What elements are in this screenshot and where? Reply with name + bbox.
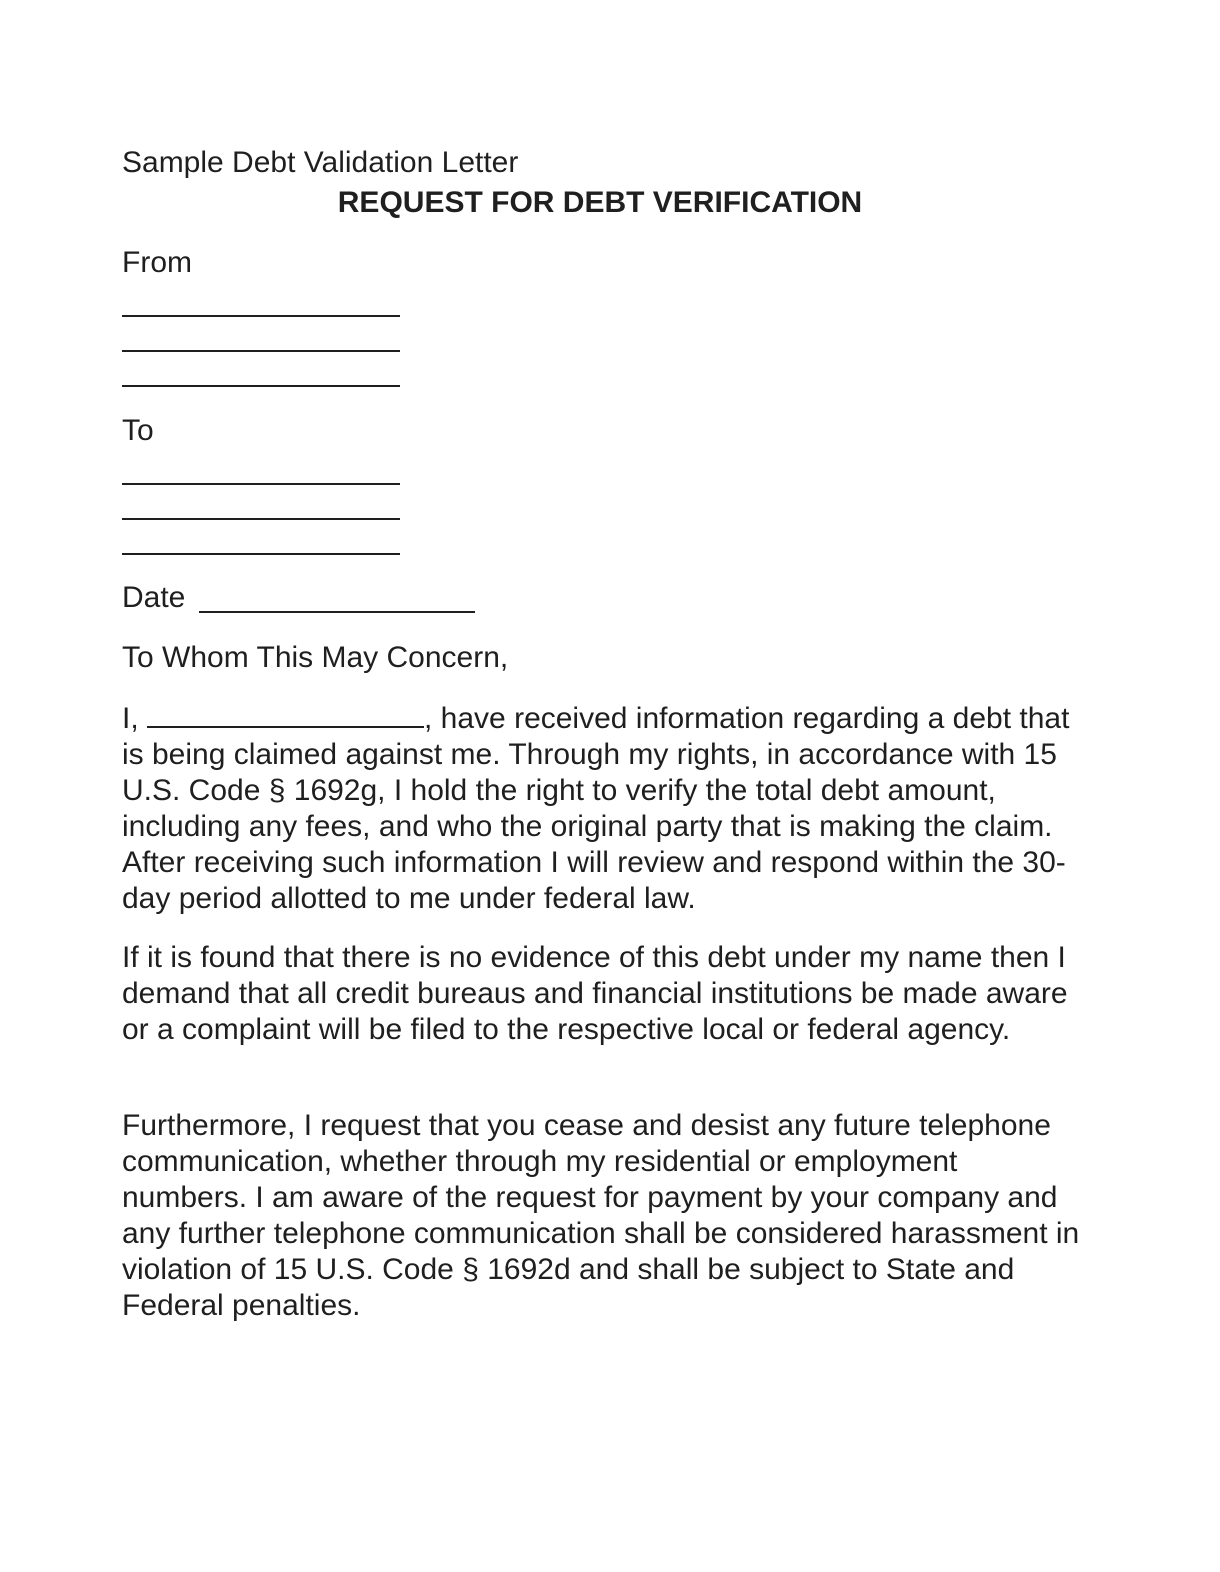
name-blank — [147, 700, 424, 728]
paragraph-2: If it is found that there is no evidence of this debt under my name then I demand that all credit bureaus and financial institutions be made aware or a complaint will be filed to the respective local or federal agency. — [122, 941, 1068, 1046]
paragraph-1-suffix: , have received information regarding a debt — [424, 702, 1012, 735]
paragraph-1-prefix: I, — [122, 702, 139, 735]
from-label: From — [122, 246, 192, 279]
from-line-3 — [122, 385, 400, 387]
paragraph-3: Furthermore, I request that you cease and desist any future telephone communication, whether through my residential or employment numbers. I am aware of the request for payment by your company and any further telephone communication shall be considered harassment in violation of 15 U.S. Code § 1692d and shall be subject to State and Federal penalties. — [122, 1109, 1080, 1322]
date-line — [199, 611, 475, 613]
to-line-2 — [122, 518, 400, 520]
to-line-1 — [122, 483, 400, 485]
document-title: Sample Debt Validation Letter — [122, 146, 519, 179]
document-heading: REQUEST FOR DEBT VERIFICATION — [337, 186, 863, 219]
from-line-2 — [122, 350, 400, 352]
paragraph-1-rest: that is being claimed against me. Through my rights, in accordance with 15 U.S. Code § 1692g, I hold the right to verify the total debt amount, including any fees, and who the original party that is making the claim. After receiving such information I will review and respond within the 30-day period allotted to me under federal law. — [122, 702, 1070, 915]
salutation: To Whom This May Concern, — [122, 641, 509, 674]
from-line-1 — [122, 315, 400, 317]
to-label: To — [122, 414, 154, 447]
to-line-3 — [122, 553, 400, 555]
paragraph-1 — [122, 700, 1082, 917]
date-label: Date — [122, 581, 186, 614]
